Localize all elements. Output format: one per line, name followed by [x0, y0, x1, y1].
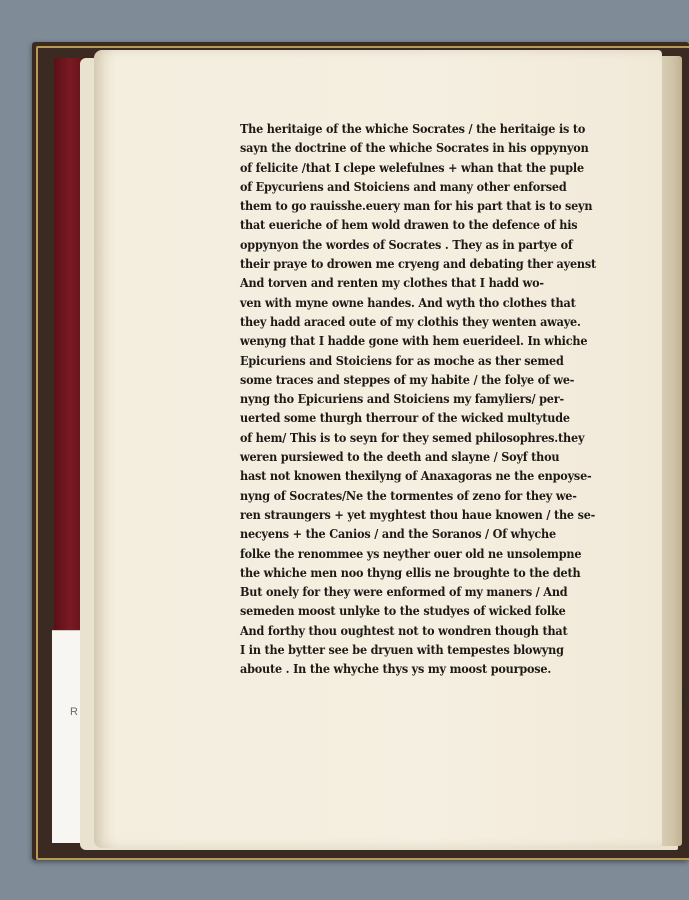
- text-line: nyng of Socrates/Ne the tormentes of zeno for they we-: [240, 488, 577, 503]
- shelf-label: R: [70, 706, 78, 718]
- text-line: the whiche men noo thyng ellis ne broughte to the deth: [240, 565, 581, 580]
- text-line: folke the renommee ys neyther ouer old ne unsolempne: [240, 546, 582, 561]
- text-line: uerted some thurgh therrour of the wicked multytude: [240, 411, 570, 426]
- text-line: hast not knowen thexilyng of Anaxagoras ne the enpoyse-: [240, 469, 592, 484]
- text-line: wenyng that I hadde gone with hem euerideel. In whiche: [240, 334, 588, 349]
- blackletter-text-block: [240, 120, 600, 680]
- text-line: sayn the doctrine of the whiche Socrates in his oppynyon: [240, 141, 589, 156]
- text-line: Epicuriens and Stoiciens for as moche as ther semed: [240, 353, 564, 368]
- text-line: of Epycuriens and Stoiciens and many other enforsed: [240, 179, 567, 194]
- text-line: But onely for they were enformed of my maners / And: [240, 585, 568, 600]
- text-line: some traces and steppes of my habite / the folye of we-: [240, 372, 575, 387]
- text-line: ren straungers + yet myghtest thou haue knowen / the se-: [240, 507, 596, 522]
- text-line: that eueriche of hem wold drawen to the defence of his: [240, 218, 578, 233]
- text-line: of felicite /that I clepe welefulnes + whan that the puple: [240, 160, 584, 175]
- text-line: And forthy thou oughtest not to wondren though that: [240, 623, 568, 638]
- text-line: I in the bytter see be dryuen with tempestes blowyng: [240, 643, 564, 658]
- text-line: nyng tho Epicuriens and Stoiciens my famyliers/ per-: [240, 392, 564, 407]
- text-line: The heritaige of the whiche Socrates / the heritaige is to: [240, 122, 586, 136]
- text-line: necyens + the Canios / and the Soranos / Of whyche: [240, 527, 556, 542]
- text-line: of hem/ This is to seyn for they semed philosophres.they: [240, 430, 585, 445]
- page-edge-mark: [682, 690, 685, 708]
- text-line: oppynyon the wordes of Socrates . They as in partye of: [240, 237, 573, 252]
- text-line: their praye to drowen me cryeng and debating ther ayenst: [240, 257, 597, 272]
- text-line: And torven and renten my clothes that I hadd wo-: [240, 276, 544, 291]
- text-line: ven with myne owne handes. And wyth tho clothes that: [240, 295, 576, 310]
- fore-edge: [660, 56, 682, 846]
- text-line: weren pursiewed to the deeth and slayne / Soyf thou: [240, 450, 560, 465]
- text-line: semeden moost unlyke to the studyes of wicked folke: [240, 604, 566, 619]
- text-line: them to go rauisshe.euery man for his part that is to seyn: [240, 199, 593, 214]
- text-line: they hadd araced oute of my clothis they wenten awaye.: [240, 314, 581, 329]
- text-line: aboute . In the whyche thys ys my moost pourpose.: [240, 662, 552, 677]
